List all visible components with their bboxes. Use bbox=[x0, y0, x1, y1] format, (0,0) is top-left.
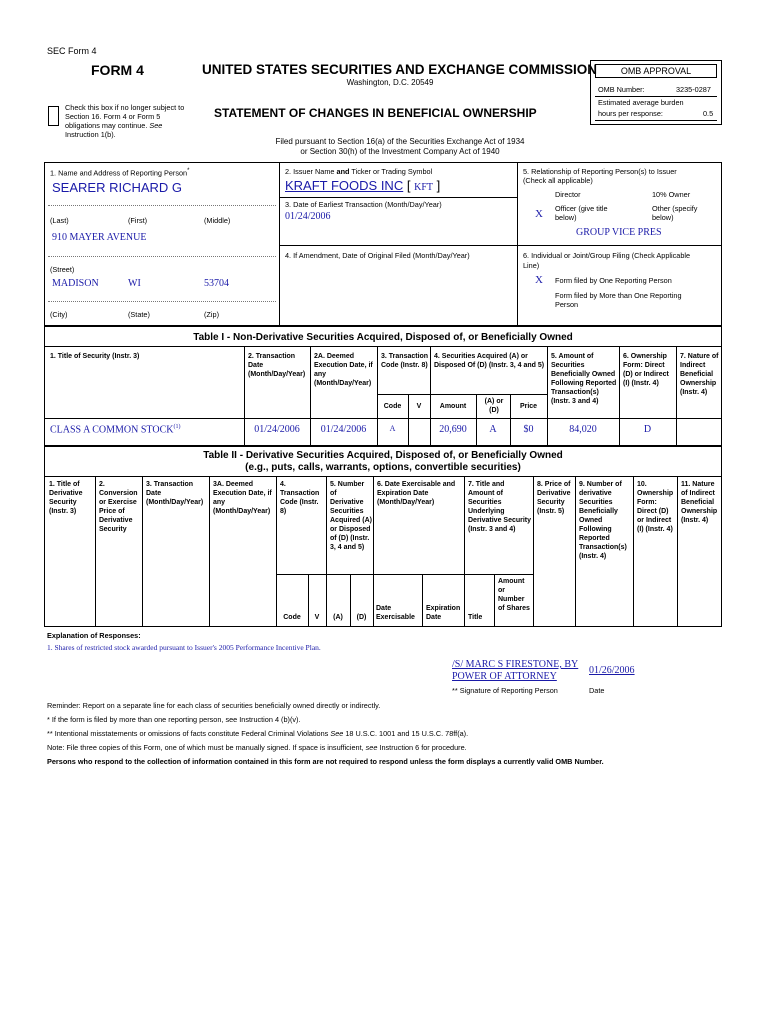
zip-value: 53704 bbox=[204, 278, 229, 289]
t1-row-date: 01/24/2006 bbox=[254, 424, 300, 435]
t1-h-code: 3. Transaction Code (Instr. 8) bbox=[381, 353, 429, 369]
t1-h-form: 6. Ownership Form: Direct (D) or Indirect (I) (Instr. 4) bbox=[623, 353, 669, 387]
signature-date-label: Date bbox=[589, 686, 605, 695]
t1-h-v-sub: V bbox=[416, 403, 422, 410]
zip-label: (Zip) bbox=[204, 310, 219, 319]
t1-row-code: A bbox=[389, 424, 396, 433]
t2-h-a-sub: (A) bbox=[333, 614, 343, 621]
t1-h-aord-sub: (A) or (D) bbox=[484, 398, 504, 414]
state-label: (State) bbox=[128, 310, 150, 319]
t1-row-deemed: 01/24/2006 bbox=[320, 424, 367, 435]
filed-pursuant-2: or Section 30(h) of the Investment Company Act of 1940 bbox=[300, 147, 500, 156]
t2-h-form: 10. Ownership Form: Direct (D) or Indirect (I) (Instr. 4) bbox=[637, 481, 674, 533]
issuer-name: KRAFT FOODS INC [ KFT ] bbox=[285, 178, 441, 193]
t1-h-price-sub: Price bbox=[519, 403, 538, 410]
t1-h-nature: 7. Nature of Indirect Beneficial Ownership (Instr. 4) bbox=[680, 353, 719, 396]
footer-persons: Persons who respond to the collection of information contained in this form are not required to respond unless the form displays a currently valid OMB Number. bbox=[47, 757, 604, 766]
table2-title-2: (e.g., puts, calls, warrants, options, convertible securities) bbox=[245, 462, 521, 473]
checkbox-instruction: Check this box if no longer subject to Section 16. Form 4 or Form 5 obligations may continue. See Instruction 1(b). bbox=[65, 103, 185, 139]
footer-double-star: ** Intentional misstatements or omissions of facts constitute Federal Criminal Violations See 18 U.S.C. 1001 and 15 U.S.C. 78ff(a). bbox=[47, 729, 469, 738]
t2-h-code: 4. Transaction Code (Instr. 8) bbox=[280, 481, 320, 515]
omb-hours-label: hours per response: bbox=[598, 109, 663, 118]
t1-row-title: CLASS A COMMON STOCK$^{(1)}$ bbox=[50, 424, 181, 436]
one-person-check-mark[interactable]: X bbox=[535, 274, 543, 286]
omb-burden-label: Estimated average burden bbox=[598, 98, 684, 107]
first-label: (First) bbox=[128, 216, 148, 225]
t2-h-conversion: 2. Conversion or Exercise Price of Derivative Security bbox=[99, 481, 138, 533]
box5-label-1: 5. Relationship of Reporting Person(s) to Issuer bbox=[523, 167, 677, 176]
omb-hours-value: 0.5 bbox=[703, 109, 714, 118]
omb-title: OMB APPROVAL bbox=[620, 66, 692, 76]
box3-label: 3. Date of Earliest Transaction (Month/Day/Year) bbox=[285, 200, 442, 209]
commission-location: Washington, D.C. 20549 bbox=[346, 78, 434, 87]
box5-label-2: (Check all applicable) bbox=[523, 176, 593, 185]
reporting-person-name: SEARER RICHARD G bbox=[52, 180, 183, 195]
filed-pursuant-1: Filed pursuant to Section 16(a) of the Securities Exchange Act of 1934 bbox=[275, 137, 525, 146]
signature-name: /S/ MARC S FIRESTONE, BY POWER OF ATTORNEY bbox=[452, 659, 579, 682]
omb-number-label: OMB Number: bbox=[598, 85, 645, 94]
t1-row-owned: 84,020 bbox=[569, 424, 597, 435]
t2-h-date: 3. Transaction Date (Month/Day/Year) bbox=[146, 481, 204, 506]
city-label: (City) bbox=[50, 310, 68, 319]
city-value: MADISON bbox=[52, 278, 99, 289]
officer-label: Officer (give title below) bbox=[555, 204, 608, 222]
box1-label: 1. Name and Address of Reporting Person* bbox=[50, 168, 190, 178]
form-title: FORM 4 bbox=[91, 62, 144, 78]
t1-row-form: D bbox=[643, 424, 652, 435]
box4-label: 4. If Amendment, Date of Original Filed (Month/Day/Year) bbox=[285, 251, 470, 260]
ten-pct-owner-label: 10% Owner bbox=[652, 190, 691, 199]
signature-date: 01/26/2006 bbox=[589, 665, 635, 676]
t1-h-date: 2. Transaction Date (Month/Day/Year) bbox=[248, 353, 306, 378]
t2-h-title-sub: Title bbox=[468, 614, 483, 621]
t2-h-amount-sub: Amount or Number of Shares bbox=[498, 578, 530, 612]
earliest-transaction-date: 01/24/2006 bbox=[285, 211, 331, 222]
commission-title: UNITED STATES SECURITIES AND EXCHANGE COMMISSION bbox=[202, 62, 598, 77]
table1-title: Table I - Non-Derivative Securities Acquired, Disposed of, or Beneficially Owned bbox=[193, 332, 573, 343]
t1-h-acquired: 4. Securities Acquired (A) or Disposed Of (D) (Instr. 3, 4 and 5) bbox=[434, 353, 545, 369]
box6-label-1: 6. Individual or Joint/Group Filing (Check Applicable bbox=[523, 251, 691, 260]
footer-reminder: Reminder: Report on a separate line for each class of securities beneficially owned directly or indirectly. bbox=[47, 701, 381, 710]
t2-h-v-sub: V bbox=[314, 614, 320, 621]
explanation-label: Explanation of Responses: bbox=[47, 631, 141, 640]
street-label: (Street) bbox=[50, 265, 75, 274]
t1-h-deemed: 2A. Deemed Execution Date, if any (Month/Day/Year) bbox=[314, 353, 373, 387]
officer-check-mark[interactable]: X bbox=[535, 208, 543, 220]
t2-h-price: 8. Price of Derivative Security (Instr. 5) bbox=[537, 481, 571, 515]
street-value: 910 MAYER AVENUE bbox=[52, 232, 147, 243]
state-value: WI bbox=[128, 278, 141, 289]
sec-form-label: SEC Form 4 bbox=[47, 46, 97, 56]
signature-label: ** Signature of Reporting Person bbox=[452, 686, 558, 695]
t1-h-code-sub: Code bbox=[383, 403, 402, 410]
t2-h-number: 5. Number of Derivative Securities Acquired (A) or Disposed of (D) (Instr. 3, 4 and 5) bbox=[330, 481, 372, 551]
t1-h-amount-sub: Amount bbox=[439, 403, 467, 410]
t1-h-title: 1. Title of Security (Instr. 3) bbox=[50, 353, 140, 360]
director-label: Director bbox=[555, 190, 581, 199]
box2-label: 2. Issuer Name and Ticker or Trading Symbol bbox=[285, 167, 433, 176]
t2-h-underlying: 7. Title and Amount of Securities Underlying Derivative Security (Instr. 3 and 4) bbox=[468, 481, 532, 533]
box6-label-2: Line) bbox=[523, 261, 540, 270]
t1-h-owned: 5. Amount of Securities Beneficially Owned Following Reported Transaction(s) (Instr. 3 and 4) bbox=[551, 353, 617, 405]
one-person-label: Form filed by One Reporting Person bbox=[555, 276, 672, 285]
t2-h-deemed: 3A. Deemed Execution Date, if any (Month/Day/Year) bbox=[213, 481, 272, 515]
t2-h-code-sub: Code bbox=[283, 614, 301, 621]
t1-row-amount: 20,690 bbox=[439, 424, 467, 435]
t2-h-title: 1. Title of Derivative Security (Instr. 3) bbox=[49, 481, 83, 515]
t2-h-d-sub: (D) bbox=[356, 614, 367, 621]
omb-number-value: 3235-0287 bbox=[676, 85, 711, 94]
more-person-label: Form filed by More than One Reporting Person bbox=[555, 291, 682, 309]
t2-h-exercisable: 6. Date Exercisable and Expiration Date (Month/Day/Year) bbox=[377, 481, 456, 506]
other-label: Other (specify below) bbox=[652, 204, 698, 222]
officer-title: GROUP VICE PRES bbox=[576, 227, 662, 238]
footer-star: * If the form is filed by more than one reporting person, see Instruction 4 (b)(v). bbox=[47, 715, 301, 724]
explanation-note-1: 1. Shares of restricted stock awarded pursuant to Issuer's 2005 Performance Incentive Plan. bbox=[47, 643, 321, 652]
last-label: (Last) bbox=[50, 216, 69, 225]
t2-h-date-exercisable: Date Exercisable bbox=[376, 605, 415, 621]
t1-row-price: $0 bbox=[523, 424, 534, 435]
t1-row-aord: A bbox=[489, 424, 497, 435]
no-longer-subject-checkbox[interactable] bbox=[48, 106, 59, 126]
statement-title: STATEMENT OF CHANGES IN BENEFICIAL OWNERSHIP bbox=[214, 106, 537, 120]
t2-h-owned: 9. Number of derivative Securities Beneficially Owned Following Reported Transaction(s) (Instr. 4) bbox=[579, 481, 627, 560]
t2-h-nature: 11. Nature of Indirect Beneficial Ownership (Instr. 4) bbox=[681, 481, 718, 524]
t2-h-expiration: Expiration Date bbox=[426, 605, 461, 621]
middle-label: (Middle) bbox=[204, 216, 231, 225]
footer-note: Note: File three copies of this Form, one of which must be manually signed. If space is insufficient, see Instruction 6 for procedure. bbox=[47, 743, 467, 752]
table2-title-1: Table II - Derivative Securities Acquired, Disposed of, or Beneficially Owned bbox=[203, 450, 563, 461]
